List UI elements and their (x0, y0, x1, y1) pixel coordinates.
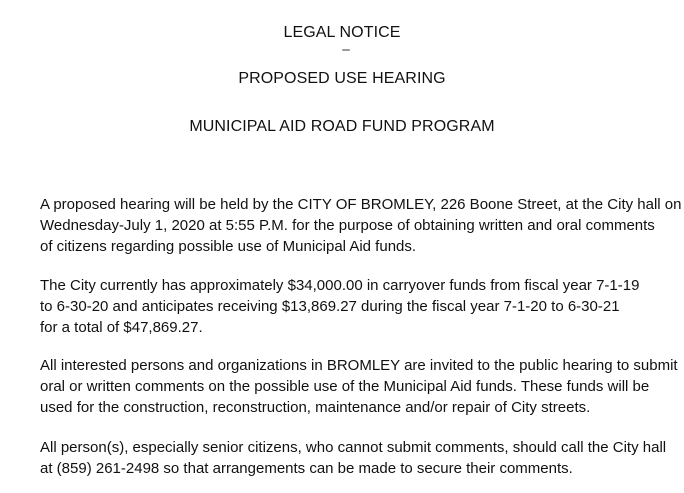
notice-subtitle: PROPOSED USE HEARING (238, 70, 446, 87)
invitation-line-3: used for the construction, reconstruction, maintenance and/or repair of City streets. (40, 399, 591, 416)
hearing-line-1: A proposed hearing will be held by the CITY OF BROMLEY, 226 Boone Street, at the City hall on (40, 196, 682, 213)
funds-line-3: for a total of $47,869.27. (40, 319, 203, 336)
funds-paragraph (40, 275, 684, 338)
contact-paragraph (40, 437, 684, 479)
notice-title: LEGAL NOTICE (283, 24, 401, 41)
hearing-line-2: Wednesday-July 1, 2020 at 5:55 P.M. for the purpose of obtaining written and oral comments (40, 217, 655, 234)
hearing-paragraph (40, 194, 684, 257)
funds-line-1: The City currently has approximately $34,000.00 in carryover funds from fiscal year 7-1-19 (40, 277, 640, 294)
program-name: MUNICIPAL AID ROAD FUND PROGRAM (189, 118, 495, 135)
invitation-line-1: All interested persons and organizations in BROMLEY are invited to the public hearing to submit (40, 357, 678, 374)
invitation-paragraph (40, 355, 684, 418)
hearing-line-3: of citizens regarding possible use of Municipal Aid funds. (40, 238, 417, 255)
invitation-line-2: oral or written comments on the possible use of the Municipal Aid funds. These funds will be (40, 378, 650, 395)
contact-line-1: All person(s), especially senior citizens, who cannot submit comments, should call the City hall (40, 439, 667, 456)
scan-speck (342, 49, 350, 51)
contact-line-2: at (859) 261-2498 so that arrangements can be made to secure their comments. (40, 460, 573, 477)
funds-line-2: to 6-30-20 and anticipates receiving $13,869.27 during the fiscal year 7-1-20 to 6-30-21 (40, 298, 620, 315)
